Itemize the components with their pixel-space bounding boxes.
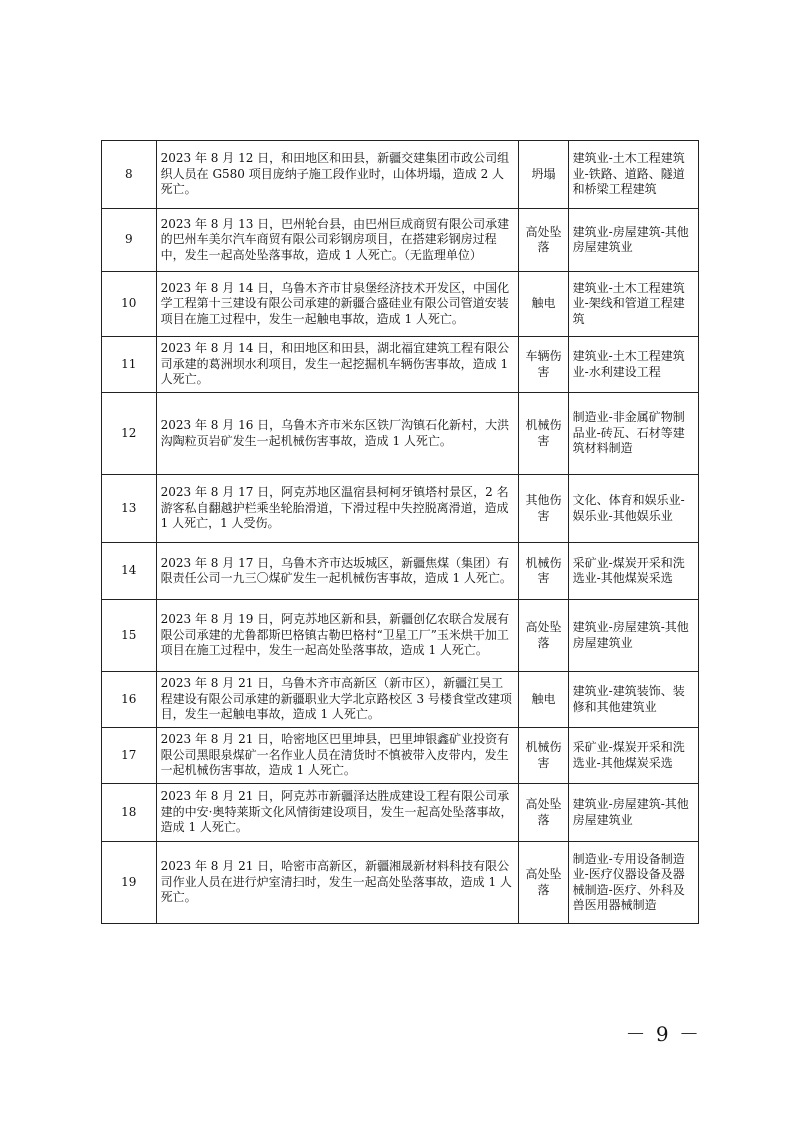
row-number: 12 (102, 393, 157, 475)
table-row (102, 842, 699, 924)
row-industry: 采矿业-煤炭开采和洗选业-其他煤炭采选 (568, 728, 698, 784)
row-industry: 建筑业-建筑装饰、装修和其他建筑业 (568, 672, 698, 728)
row-number: 19 (102, 842, 157, 924)
row-industry: 建筑业-房屋建筑-其他房屋建筑业 (568, 784, 698, 842)
table-row (102, 672, 699, 728)
row-accident-type: 高处坠落 (519, 842, 568, 924)
row-accident-type: 机械伤害 (519, 393, 568, 475)
row-accident-type: 其他伤害 (519, 475, 568, 543)
row-number: 16 (102, 672, 157, 728)
table-row (102, 141, 699, 209)
table-row (102, 728, 699, 784)
row-description: 2023 年 8 月 21 日，哈密地区巴里坤县，巴里坤银鑫矿业投资有限公司黑眼泉煤矿一名作业人员在清货时不慎被带入皮带内，发生一起机械伤害事故，造成 1 人死亡。 (156, 728, 519, 784)
row-description: 2023 年 8 月 16 日，乌鲁木齐市米东区铁厂沟镇石化新村，大洪沟陶粒页岩矿发生一起机械伤害事故，造成 1 人死亡。 (156, 393, 519, 475)
row-industry: 建筑业-房屋建筑-其他房屋建筑业 (568, 209, 698, 272)
accident-table-body (102, 141, 699, 924)
row-industry: 制造业-非金属矿物制品业-砖瓦、石材等建筑材料制造 (568, 393, 698, 475)
row-industry: 建筑业-土木工程建筑业-架线和管道工程建筑 (568, 272, 698, 337)
row-description: 2023 年 8 月 19 日，阿克苏地区新和县，新疆创亿农联合发展有限公司承建的尤鲁都斯巴格镇古勒巴格村“卫星工厂”玉米烘干加工项目在施工过程中，发生一起高处坠落事故，造成 1 人死亡。 (156, 600, 519, 672)
row-description: 2023 年 8 月 17 日，阿克苏地区温宿县柯柯牙镇塔村景区，2 名游客私自翻越护栏乘坐轮胎滑道，下滑过程中失控脱离滑道，造成 1 人死亡，1 人受伤。 (156, 475, 519, 543)
row-number: 9 (102, 209, 157, 272)
row-accident-type: 坍塌 (519, 141, 568, 209)
table-row (102, 337, 699, 393)
row-number: 18 (102, 784, 157, 842)
table-row (102, 475, 699, 543)
row-accident-type: 高处坠落 (519, 209, 568, 272)
row-industry: 建筑业-土木工程建筑业-水利建设工程 (568, 337, 698, 393)
row-description: 2023 年 8 月 21 日，哈密市高新区，新疆湘晟新材料科技有限公司作业人员在进行炉室清扫时，发生一起高处坠落事故，造成 1 人死亡。 (156, 842, 519, 924)
row-number: 17 (102, 728, 157, 784)
accident-table (101, 140, 699, 924)
page-number: － 9 － (625, 1022, 701, 1046)
row-number: 14 (102, 543, 157, 600)
row-number: 15 (102, 600, 157, 672)
row-description: 2023 年 8 月 21 日，阿克苏市新疆泽达胜成建设工程有限公司承建的中安·奥特莱斯文化风情街建设项目，发生一起高处坠落事故，造成 1 人死亡。 (156, 784, 519, 842)
row-accident-type: 高处坠落 (519, 784, 568, 842)
row-industry: 建筑业-土木工程建筑业-铁路、道路、隧道和桥梁工程建筑 (568, 141, 698, 209)
row-accident-type: 高处坠落 (519, 600, 568, 672)
row-industry: 建筑业-房屋建筑-其他房屋建筑业 (568, 600, 698, 672)
row-accident-type: 车辆伤害 (519, 337, 568, 393)
row-industry: 制造业-专用设备制造业-医疗仪器设备及器械制造-医疗、外科及兽医用器械制造 (568, 842, 698, 924)
table-row (102, 272, 699, 337)
row-description: 2023 年 8 月 13 日，巴州轮台县，由巴州巨成商贸有限公司承建的巴州车美尔汽车商贸有限公司彩钢房项目，在搭建彩钢房过程中，发生一起高处坠落事故，造成 1 人死亡。（无监理单位） (156, 209, 519, 272)
row-description: 2023 年 8 月 21 日，乌鲁木齐市高新区（新市区），新疆江昊工程建设有限公司承建的新疆职业大学北京路校区 3 号楼食堂改建项目，发生一起触电事故，造成 1 人死亡。 (156, 672, 519, 728)
row-accident-type: 机械伤害 (519, 728, 568, 784)
table-row (102, 784, 699, 842)
row-number: 13 (102, 475, 157, 543)
table-row (102, 393, 699, 475)
row-accident-type: 触电 (519, 272, 568, 337)
row-industry: 文化、体育和娱乐业-娱乐业-其他娱乐业 (568, 475, 698, 543)
row-accident-type: 机械伤害 (519, 543, 568, 600)
row-description: 2023 年 8 月 14 日，和田地区和田县，湖北福宜建筑工程有限公司承建的葛洲坝水利项目，发生一起挖掘机车辆伤害事故，造成 1 人死亡。 (156, 337, 519, 393)
row-number: 10 (102, 272, 157, 337)
table-row (102, 600, 699, 672)
row-description: 2023 年 8 月 14 日，乌鲁木齐市甘泉堡经济技术开发区，中国化学工程第十三建设有限公司承建的新疆合盛硅业有限公司管道安装项目在施工过程中，发生一起触电事故，造成 1 人死亡。 (156, 272, 519, 337)
row-description: 2023 年 8 月 12 日，和田地区和田县，新疆交建集团市政公司组织人员在 G580 项目庞纳子施工段作业时，山体坍塌，造成 2 人死亡。 (156, 141, 519, 209)
row-number: 8 (102, 141, 157, 209)
row-number: 11 (102, 337, 157, 393)
row-accident-type: 触电 (519, 672, 568, 728)
table-row (102, 209, 699, 272)
table-row (102, 543, 699, 600)
row-description: 2023 年 8 月 17 日，乌鲁木齐市达坂城区，新疆焦煤（集团）有限责任公司一九三〇煤矿发生一起机械伤害事故，造成 1 人死亡。 (156, 543, 519, 600)
row-industry: 采矿业-煤炭开采和洗选业-其他煤炭采选 (568, 543, 698, 600)
